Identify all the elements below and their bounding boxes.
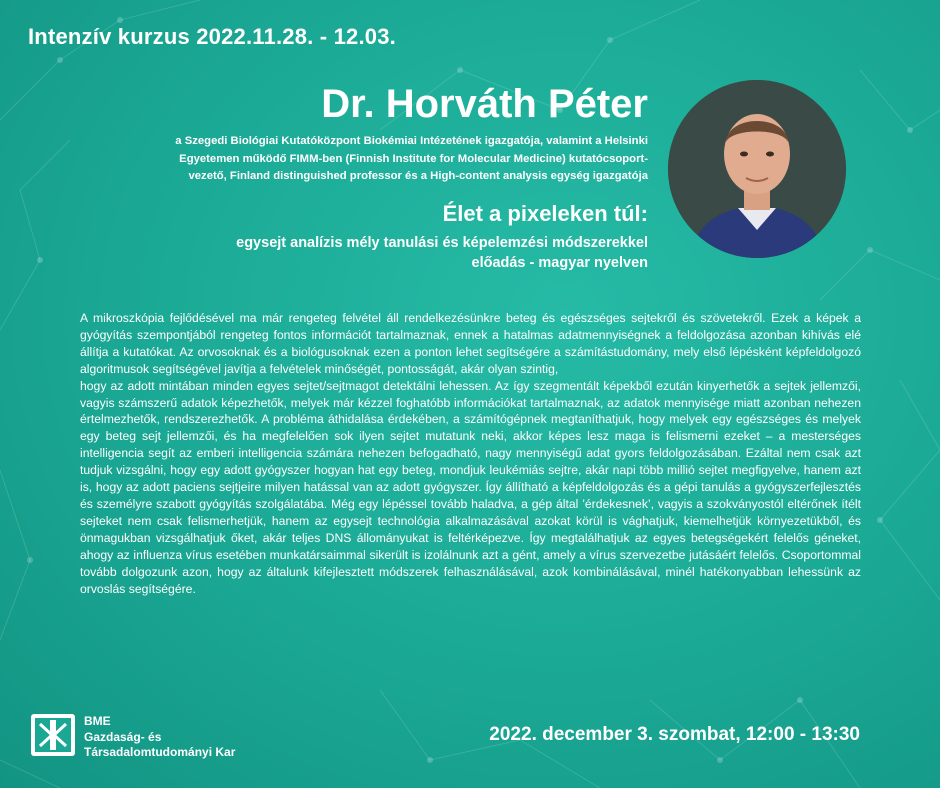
abstract-paragraph: A mikroszkópia fejlődésével ma már rengeteg felvétel áll rendelkezésünkre beteg és egészséges sejtekről és szövetekről. Ezek a képek a gyógyítás szempontjából rengeteg fontos információt tartalmaznak, ennek a hatalmas adatmennyiségnek a feldolgozása azonban kihívás elé állítja a kutatókat. Az orvosoknak és a biológusoknak ezen a ponton lehet segítségére a számítástudomány, mely első lépésként képfeldolgozó algoritmusok segítségével javítja a felvételek minőségét, pontosságát, akár olyan szintig, (80, 311, 861, 376)
talk-format: előadás - magyar nyelven (471, 255, 648, 271)
abstract (80, 310, 861, 597)
speaker-bio (48, 133, 648, 186)
faculty-line: Társadalomtudományi Kar (84, 745, 236, 759)
talk-subtitle: egysejt analízis mély tanulási és képelemzési módszerekkel (236, 235, 648, 251)
talk-title: Élet a pixeleken túl: (442, 201, 648, 226)
speaker-name: Dr. Horváth Péter (321, 82, 648, 126)
faculty-name (84, 714, 235, 761)
course-dates: Intenzív kurzus 2022.11.28. - 12.03. (28, 24, 396, 49)
bme-gtk-logo-icon (28, 710, 78, 760)
talk-subtitle-block (236, 233, 648, 273)
event-datetime: 2022. december 3. szombat, 12:00 - 13:30 (489, 724, 860, 745)
speaker-bio-line: Egyetemen működő FIMM-ben (Finnish Institute for Molecular Medicine) kutatócsoport- (179, 152, 648, 165)
speaker-bio-line: a Szegedi Biológiai Kutatóközpont Biokémiai Intézetének igazgatója, valamint a Helsinki (175, 135, 648, 147)
speaker-bio-line: vezető, Finland distinguished professor és a High-content analysis egység igazgatója (188, 170, 648, 182)
faculty-line: BME (84, 714, 111, 728)
faculty-line: Gazdaság- és (84, 729, 162, 744)
speaker-photo (668, 80, 846, 258)
speaker-portrait-illustration (668, 80, 846, 258)
abstract-paragraph: hogy az adott mintában minden egyes sejtet/sejtmagot detektálni lehessen. Az így szegmentált képekből ezután kinyerhetők a sejtek jellemzői, vagyis számszerű adatok képezhetők, melyek már kézzel foghatóbb információkat tartalmaznak, az adatok mennyisége miatt azonban nehezen értelmezhetők, rendszerezhetők. A probléma áthidalása érdekében, a számítógépnek megtaníthatjuk, hogy melyek egy egészséges és melyek egy beteg sejt jellemzői, és ha megfelelően sok ilyen sejtet mutatunk neki, akkor képes lesz maga is felismerni ezeket – a mesterséges intelligencia segít az emberi intelligencia számára nehezen befogadható, nagy mennyiségű adat gyors feldolgozásában. Ezáltal nem csak azt tudjuk vizsgálni, hogy egy adott gyógyszer hogyan hat egy beteg, mondjuk leukémiás sejtre, akár napi több millió sejtet megfigyelve, hanem azt is, hogy az adott paciens sejtjeire milyen hatással van az adott gyógyszer. Így állítható a képfeldolgozás és a gépi tanulás a gyógyszerfejlesztés és személyre szabott gyógyítás szolgálatába. Még egy lépéssel tovább haladva, a gép által ’érdekesnek’, vagyis a szokványostól eltérőnek ítélt sejteket nem csak felismerhetjük, hanem az egysejt technológia alkalmazásával azokat körül is vághatjuk, kiemelhetjük környezetükből, és önmagukban vizsgálhatjuk őket, akár teljes DNS állományukat is feltérképezve. Így megtalálhatjuk az egyes betegségekért felelős géneket, ahogy az influenza vírus esetében munkatársaimmal sikerült is izolálnunk azt a gént, amely a vírus szervezetbe jutásáért felelős. Csoportommal tovább dolgozunk azon, hogy az általunk kifejlesztett módszerek felhasználásával, azok kombinálásával, minél hatékonyabban lehessünk az orvoslás segítségére. (80, 378, 861, 596)
